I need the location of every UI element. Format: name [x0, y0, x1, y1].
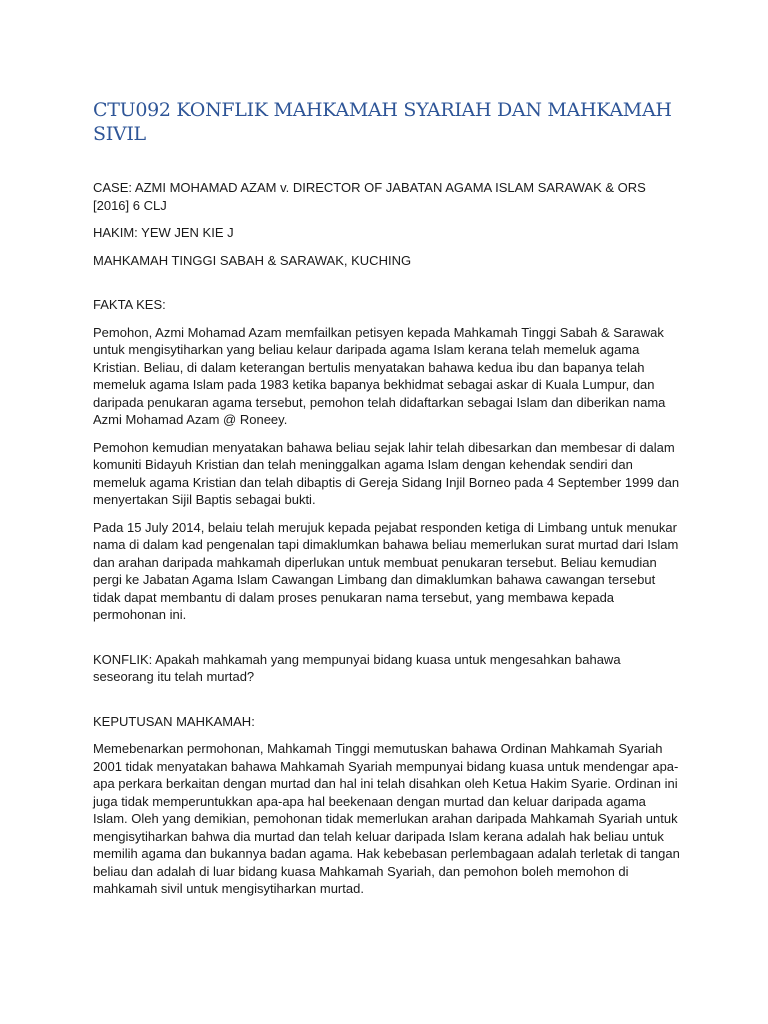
conflict-line: KONFLIK: Apakah mahkamah yang mempunyai bidang kuasa untuk mengesahkan bahawa seseorang itu telah murtad? — [93, 651, 621, 684]
facts-heading: FAKTA KES: — [93, 297, 166, 312]
decision-heading: KEPUTUSAN MAHKAMAH: — [93, 713, 255, 729]
case-line: CASE: AZMI MOHAMAD AZAM v. DIRECTOR OF JABATAN AGAMA ISLAM SARAWAK & ORS [2016] 6 CLJ — [93, 180, 646, 213]
facts-paragraph-2: Pemohon kemudian menyatakan bahawa beliau sejak lahir telah dibesarkan dan membesar di dalam komuniti Bidayuh Kristian dan telah meninggalkan agama Islam dengan kehendak sendiri dan memeluk agama Kristian dan telah dibaptis di Gereja Sidang Injil Borneo pada 4 September 1999 dan menyertakan Sijil Baptis sebagai bukti. — [93, 439, 680, 507]
facts-paragraph-3: Pada 15 July 2014, belaiu telah merujuk kepada pejabat responden ketiga di Limbang untuk menukar nama di dalam kad pengenalan tapi dimaklumkan bahawa beliau memerlukan surat murtad dari Islam dan arahan daripada mahkamah diperlukan untuk membuat penukaran tersebut. Beliau kemudian pergi ke Jabatan Agama Islam Cawangan Limbang dan dimaklumkan bahawa cawangan tersebut tidak dapat membantu di dalam proses penukaran nama tersebut, yang membawa kepada permohonan ini. — [93, 519, 679, 622]
document-page — [93, 98, 681, 908]
document-title: CTU092 KONFLIK MAHKAMAH SYARIAH DAN MAHKAMAH SIVIL — [93, 99, 672, 145]
judge-line: HAKIM: YEW JEN KIE J — [93, 225, 234, 240]
decision-paragraph: Memebenarkan permohonan, Mahkamah Tinggi memutuskan bahawa Ordinan Mahkamah Syariah 2001 tidak menyatakan bahawa Mahkamah Syariah mempunyai bidang kuasa untuk mendengar apa-apa perkara berkaitan dengan murtad dan hal ini telah disahkan oleh Ketua Hakim Syarie. Ordinan ini juga tidak memperuntukkan apa-apa hal beekenaan dengan murtad dan keluar daripada agama Islam. Oleh yang demikian, pemohonan tidak memerlukan arahan daripada Mahkamah Syariah untuk mengisytiharkan bahwa dia murtad dan telah keluar daripada Islam kerana adalah hak beliau untuk memilih agama dan bukannya badan agama. Hak kebebasan perlembagaan adalah terletak di tangan beliau dan adalah di luar bidang kuasa Mahkamah Syariah, dan pemohon boleh memohon di mahkamah sivil untuk mengisytiharkan murtad. — [93, 741, 680, 896]
court-line: MAHKAMAH TINGGI SABAH & SARAWAK, KUCHING — [93, 252, 412, 268]
facts-paragraph-1: Pemohon, Azmi Mohamad Azam memfailkan petisyen kepada Mahkamah Tinggi Sabah & Sarawak untuk mengisytiharkan yang beliau kelaur daripada agama Islam kerana telah memeluk agama Kristian. Beliau, di dalam keterangan bertulis menyatakan bahawa kedua ibu dan bapanya telah memeluk agama Islam pada 1983 ketika bapanya bekhidmat sebagai askar di Kuala Lumpur, dan daripada penukaran agama tersebut, pemohon telah didaftarkan sebagai Islam dan diberikan nama Azmi Mohamad Azam @ Roneey. — [93, 324, 666, 427]
